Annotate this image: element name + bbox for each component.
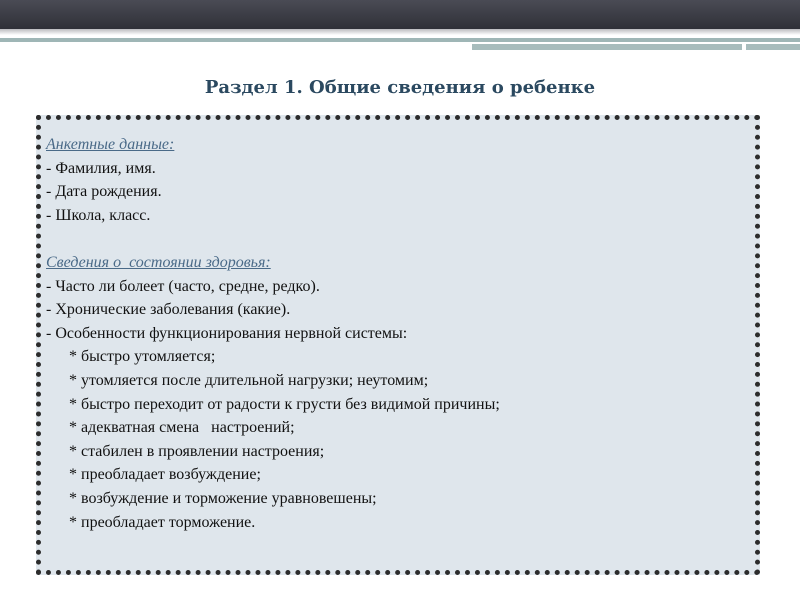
sub-list-item: * утомляется после длительной нагрузки; неутомим;	[69, 371, 429, 389]
accent-bar-left	[472, 44, 742, 50]
section-heading-health: Сведения о состоянии здоровья:	[46, 253, 271, 271]
sub-list-item: * преобладает торможение.	[69, 513, 256, 531]
list-item: - Дата рождения.	[46, 183, 162, 201]
sub-list-item: * быстро переходит от радости к грусти без видимой причины;	[69, 395, 500, 413]
sub-list-item: * преобладает возбуждение;	[69, 466, 261, 484]
sub-list-item: * возбуждение и торможение уравновешены;	[69, 489, 377, 507]
list-item: - Особенности функционирования нервной системы:	[46, 324, 408, 342]
page-title: Раздел 1. Общие сведения о ребенке	[204, 77, 596, 98]
accent-line	[0, 38, 800, 42]
list-item: - Школа, класс.	[46, 206, 151, 224]
sub-list-item: * стабилен в проявлении настроения;	[69, 442, 325, 460]
sub-list-item: * адекватная смена настроений;	[69, 419, 295, 437]
spacer	[46, 227, 746, 251]
accent-bar-right	[746, 44, 800, 50]
section-heading-personal: Анкетные данные:	[46, 136, 175, 153]
list-item: - Часто ли болеет (часто, средне, редко).	[46, 277, 320, 295]
sub-list-item: * быстро утомляется;	[69, 348, 216, 366]
list-item: - Фамилия, имя.	[46, 159, 156, 177]
top-bar	[0, 0, 800, 29]
list-item: - Хронические заболевания (какие).	[46, 301, 291, 319]
top-bar-shadow	[0, 29, 800, 35]
content-text	[46, 133, 746, 534]
